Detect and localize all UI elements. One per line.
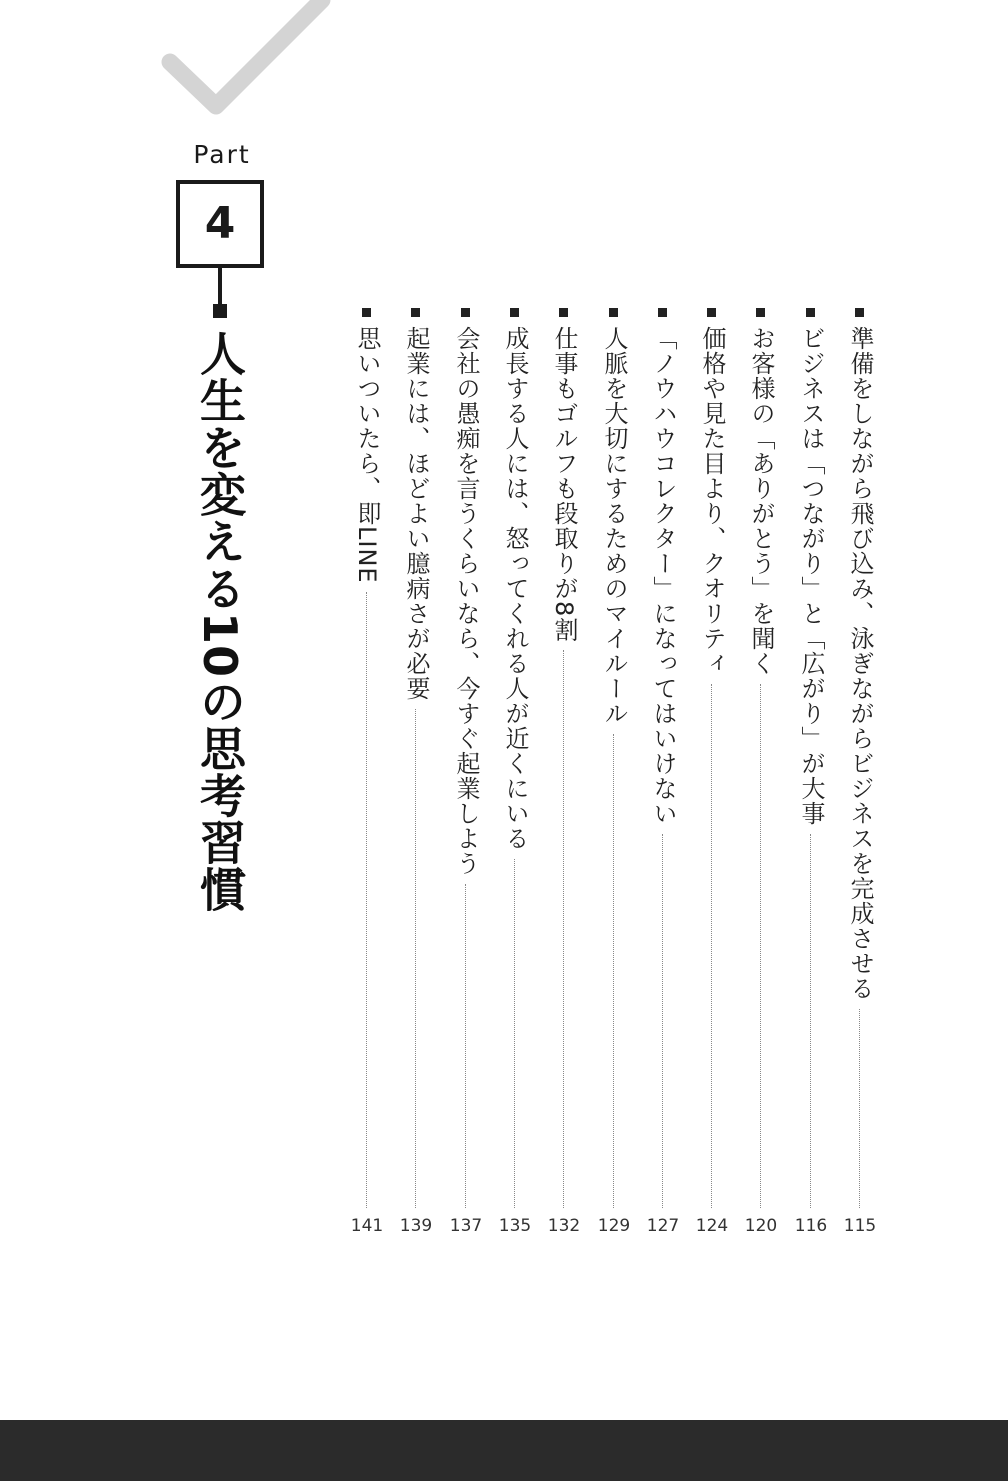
toc-entry-page: 132 xyxy=(547,1216,581,1236)
toc-leader-dots xyxy=(662,834,663,1208)
square-bullet-icon xyxy=(658,308,667,317)
toc-entry-title: 起業には、ほどよい臆病さが必要 xyxy=(402,326,430,701)
toc-entry-page: 135 xyxy=(498,1216,532,1236)
square-bullet-icon xyxy=(855,308,864,317)
toc-entry-title: ビジネスは「つながり」と「広がり」が大事 xyxy=(797,326,825,826)
toc-entry-title: 会社の愚痴を言うくらいなら、今すぐ起業しよう xyxy=(452,326,480,876)
square-bullet-icon xyxy=(559,308,568,317)
toc-entry-title: 準備をしながら飛び込み、泳ぎながらビジネスを完成させる xyxy=(846,326,874,1001)
toc-entry-page: 139 xyxy=(399,1216,433,1236)
footer-bar xyxy=(0,1420,1008,1481)
toc-entry-title: 思いついたら、即LINE xyxy=(353,326,381,584)
toc-entry-page: 115 xyxy=(843,1216,877,1236)
square-bullet-icon xyxy=(461,308,470,317)
toc-entry-title: 人脈を大切にするためのマイルール xyxy=(600,326,628,726)
toc-leader-dots xyxy=(415,709,416,1208)
toc-entry-title: 仕事もゴルフも段取りが8割 xyxy=(550,326,578,643)
toc-entry xyxy=(594,300,634,1250)
part-title: 人生を変える10の思考習慣 xyxy=(193,330,247,914)
square-bullet-icon xyxy=(609,308,618,317)
toc-entry-page: 129 xyxy=(597,1216,631,1236)
square-bullet-icon xyxy=(756,308,765,317)
toc-entry xyxy=(643,300,683,1250)
square-bullet-icon xyxy=(411,308,420,317)
toc-entry-page: 120 xyxy=(744,1216,778,1236)
toc-entry xyxy=(840,300,880,1250)
toc-leader-dots xyxy=(366,592,367,1208)
toc-entry-page: 116 xyxy=(794,1216,828,1236)
toc-leader-dots xyxy=(613,734,614,1208)
toc-entry xyxy=(446,300,486,1250)
part-label: Part xyxy=(193,140,251,169)
square-bullet-icon xyxy=(806,308,815,317)
toc-entry-title: 成長する人には、怒ってくれる人が近くにいる xyxy=(501,326,529,851)
toc-leader-dots xyxy=(465,884,466,1208)
toc-entry xyxy=(396,300,436,1250)
toc-leader-dots xyxy=(563,650,564,1208)
toc-leader-dots xyxy=(711,684,712,1208)
toc-entry-page: 137 xyxy=(449,1216,483,1236)
toc-entry xyxy=(692,300,732,1250)
part-number: 4 xyxy=(204,198,236,249)
toc-entry-page: 124 xyxy=(695,1216,729,1236)
square-bullet-icon xyxy=(362,308,371,317)
square-bullet-icon xyxy=(707,308,716,317)
toc-leader-dots xyxy=(859,1009,860,1208)
toc-entry-title: 「ノウハウコレクター」になってはいけない xyxy=(649,326,677,826)
toc-entry-title: お客様の「ありがとう」を聞く xyxy=(747,326,775,676)
toc-entry-page: 127 xyxy=(646,1216,680,1236)
toc-leader-dots xyxy=(810,834,811,1208)
toc-entry-title: 価格や見た目より、クオリティ xyxy=(698,326,726,676)
part-connector-line xyxy=(0,0,300,330)
toc-entry xyxy=(741,300,781,1250)
toc-entry xyxy=(495,300,535,1250)
toc-entry xyxy=(347,300,387,1250)
toc-leader-dots xyxy=(514,859,515,1208)
toc-entry xyxy=(791,300,831,1250)
square-bullet-icon xyxy=(510,308,519,317)
toc-entry xyxy=(544,300,584,1250)
toc-entry-page: 141 xyxy=(350,1216,384,1236)
toc-leader-dots xyxy=(760,684,761,1208)
